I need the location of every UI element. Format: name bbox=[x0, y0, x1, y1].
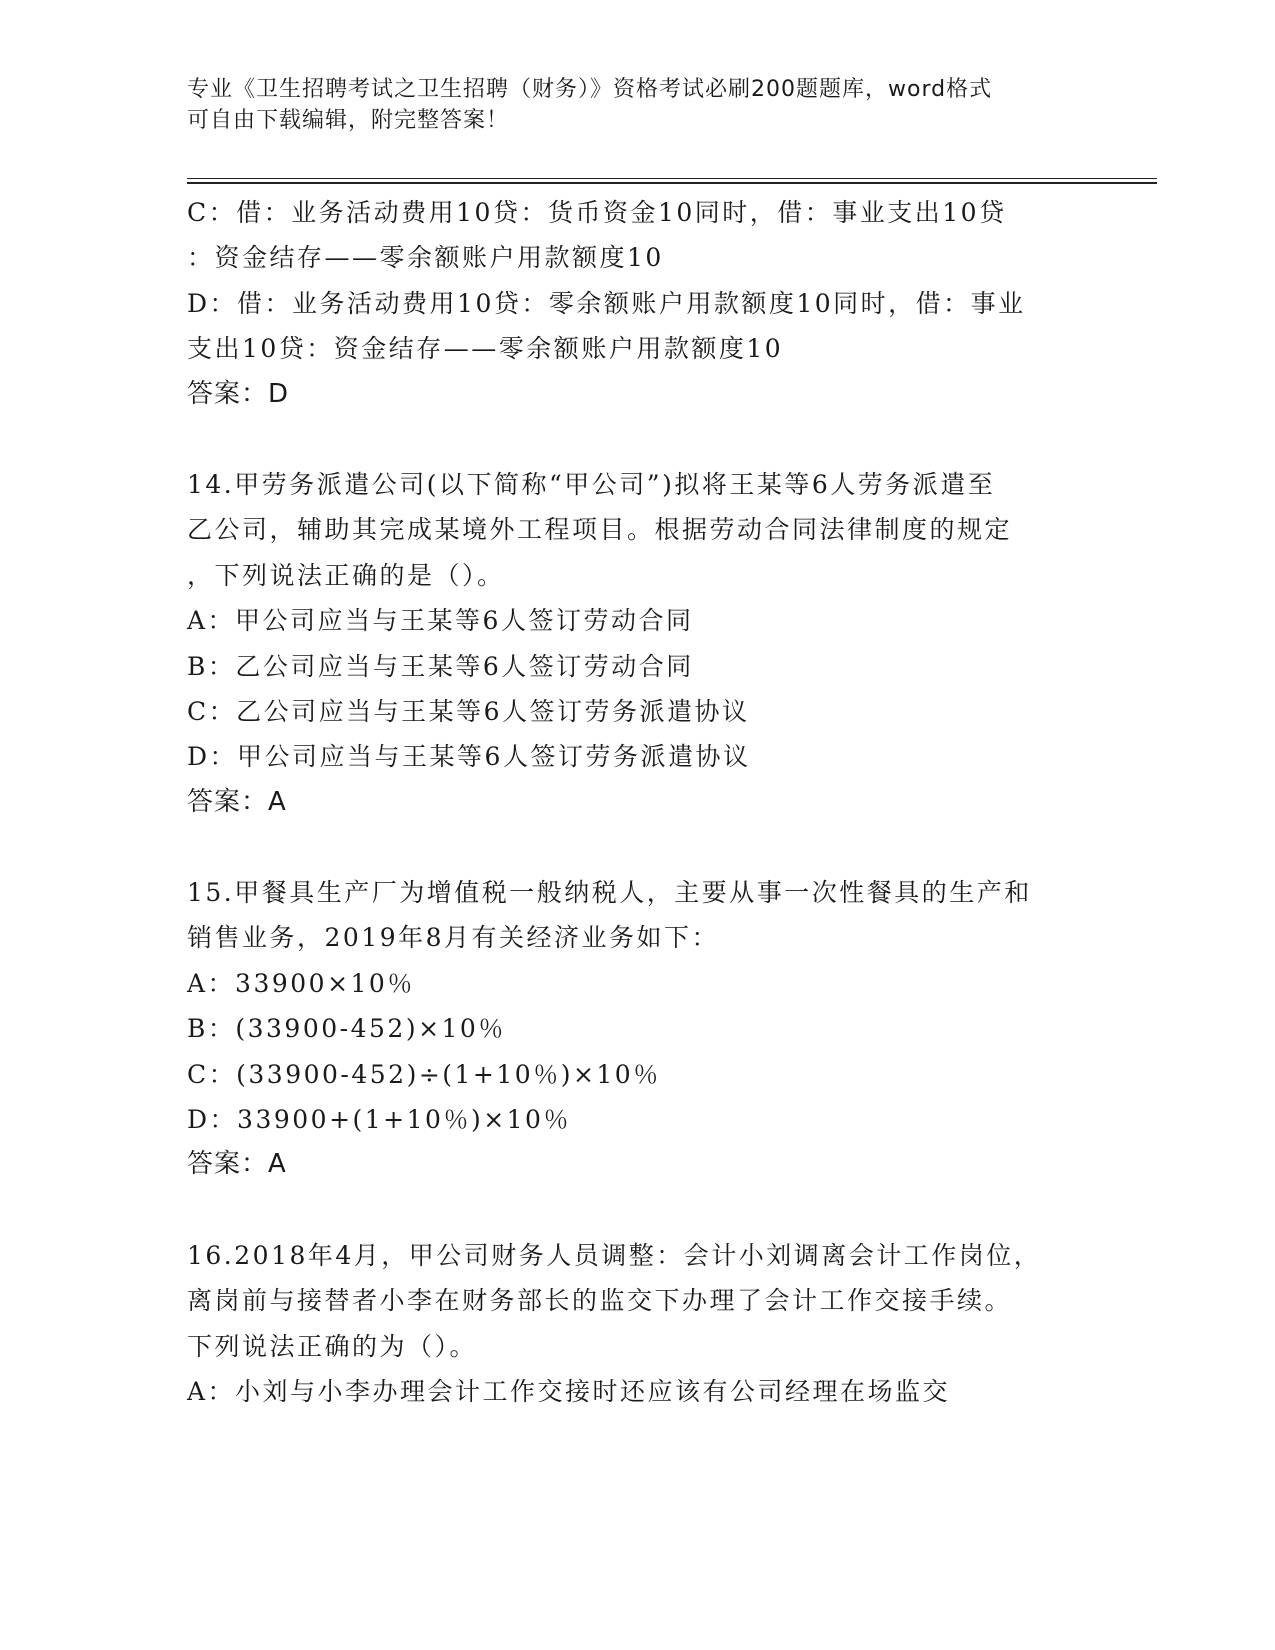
question-stem-line: 下列说法正确的为（）。 bbox=[187, 1331, 478, 1361]
header-line: 可自由下载编辑，附完整答案！ bbox=[187, 108, 510, 133]
question-14 bbox=[187, 462, 1087, 825]
question-stem-line: 14.甲劳务派遣公司(以下简称“甲公司”)拟将王某等6人劳务派遣至 bbox=[187, 469, 996, 499]
question-stem-line: 乙公司，辅助其完成某境外工程项目。根据劳动合同法律制度的规定 bbox=[187, 515, 1013, 545]
header-divider bbox=[187, 178, 1157, 184]
question-stem-line: 15.甲餐具生产厂为增值税一般纳税人，主要从事一次性餐具的生产和 bbox=[187, 878, 1032, 908]
header-line: 专业《卫生招聘考试之卫生招聘（财务）》资格考试必刷200题题库，word格式 bbox=[187, 77, 993, 102]
answer-text: 答案：A bbox=[187, 786, 287, 817]
question-stem-line: 离岗前与接替者小李在财务部长的监交下办理了会计工作交接手续。 bbox=[187, 1286, 1013, 1316]
question-stem-line: ，下列说法正确的是（）。 bbox=[187, 560, 505, 590]
question-15 bbox=[187, 870, 1087, 1188]
option-d-continued: 支出10贷：资金结存——零余额账户用款额度10 bbox=[187, 334, 784, 364]
option-c: C：乙公司应当与王某等6人签订劳务派遣协议 bbox=[187, 696, 750, 726]
option-d: D：借：业务活动费用10贷：零余额账户用款额度10同时，借：事业 bbox=[187, 288, 1026, 318]
option-a: A：甲公司应当与王某等6人签订劳动合同 bbox=[187, 606, 694, 636]
option-d: D：甲公司应当与王某等6人签订劳务派遣协议 bbox=[187, 742, 751, 772]
answer-text: 答案：A bbox=[187, 1149, 287, 1180]
option-c: C：(33900-452)÷(1+10％)×10％ bbox=[187, 1059, 661, 1089]
option-a: A：33900×10％ bbox=[187, 968, 415, 998]
option-a: A：小刘与小李办理会计工作交接时还应该有公司经理在场监交 bbox=[187, 1376, 951, 1406]
document-body bbox=[187, 190, 1087, 1414]
spacer bbox=[187, 1188, 1087, 1233]
question-16 bbox=[187, 1233, 1087, 1415]
option-d: D：33900+(1+10％)×10％ bbox=[187, 1105, 571, 1135]
answer-text: 答案：D bbox=[187, 378, 290, 409]
option-c-continued: ：资金结存——零余额账户用款额度10 bbox=[187, 243, 664, 273]
spacer bbox=[187, 825, 1087, 870]
option-b: B：乙公司应当与王某等6人签订劳动合同 bbox=[187, 651, 694, 681]
option-b: B：(33900-452)×10％ bbox=[187, 1014, 506, 1044]
question-13-tail bbox=[187, 190, 1087, 417]
question-stem-line: 16.2018年4月，甲公司财务人员调整：会计小刘调离会计工作岗位， bbox=[187, 1240, 1042, 1270]
spacer bbox=[187, 417, 1087, 462]
option-c: C：借：业务活动费用10贷：货币资金10同时，借：事业支出10贷 bbox=[187, 198, 1007, 227]
question-stem-line: 销售业务，2019年8月有关经济业务如下： bbox=[187, 923, 720, 953]
document-header bbox=[187, 74, 1087, 136]
